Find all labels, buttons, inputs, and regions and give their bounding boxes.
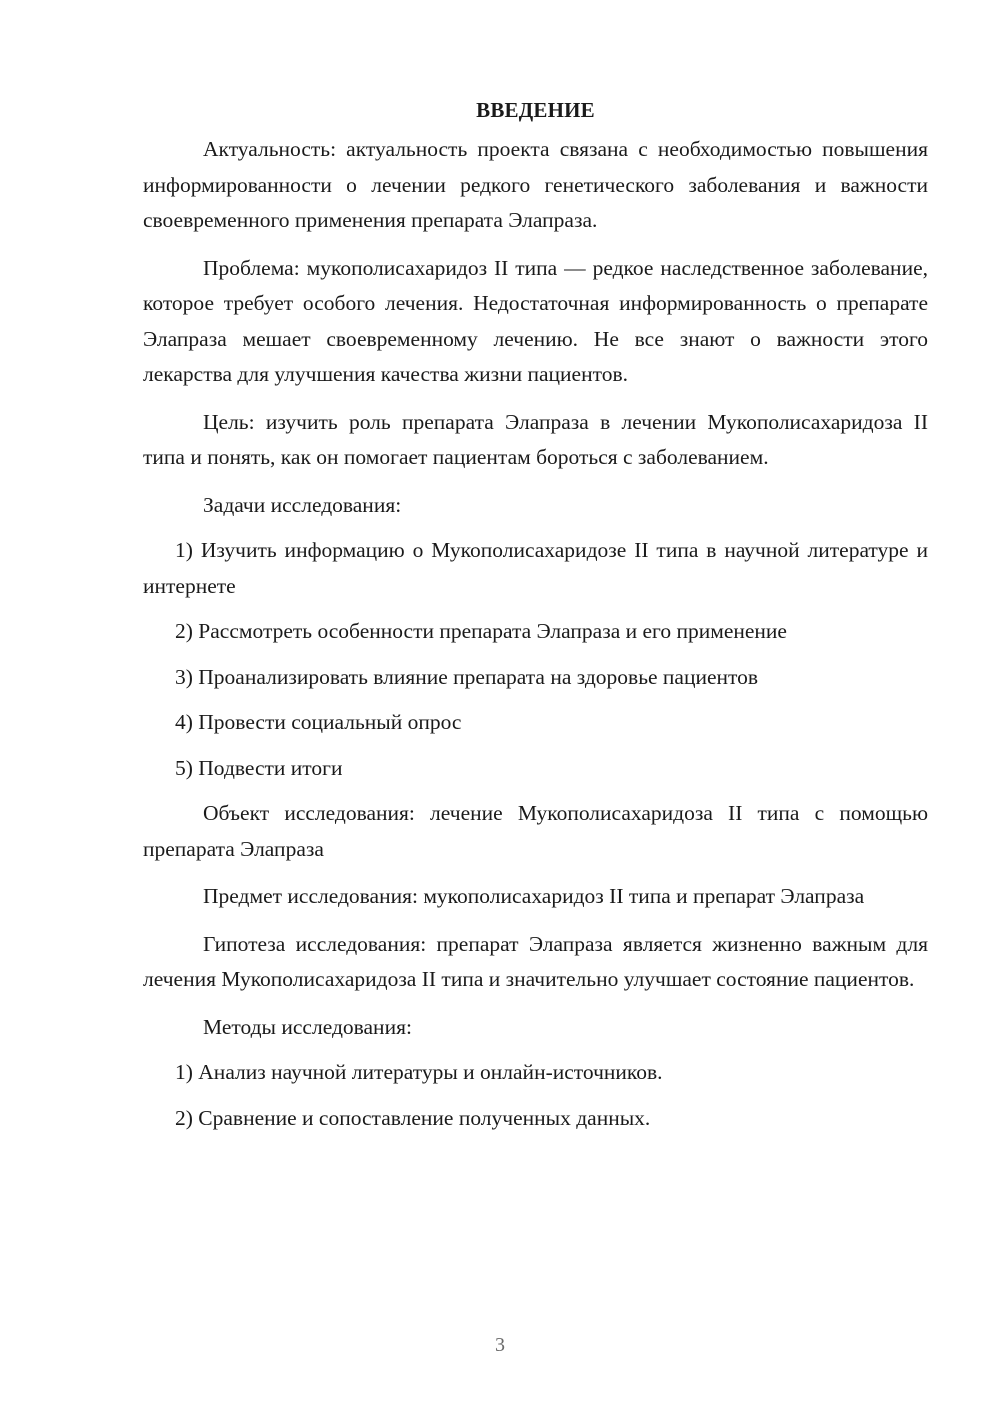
hypothesis-paragraph: Гипотеза исследования: препарат Элапраза является жизненно важным для лечения Мукополисахаридоза II типа и значительно улучшает состояние пациентов. [143,931,928,991]
method-item: 1) Анализ научной литературы и онлайн-источников. [175,1060,663,1084]
task-item: 1) Изучить информацию о Мукополисахаридозе II типа в научной литературе и интернете [143,538,928,598]
section-title: ВВЕДЕНИЕ [476,98,595,122]
task-item: 3) Проанализировать влияние препарата на здоровье пациентов [175,664,759,689]
subject-paragraph: Предмет исследования: мукополисахаридоз II типа и препарат Элапраза [203,884,865,908]
relevance-paragraph: Актуальность: актуальность проекта связана с необходимостью повышения информированности о лечении редкого генетического заболевания и важности своевременного применения препарата Элапраза. [143,137,928,232]
task-item: 4) Провести социальный опрос [175,710,462,734]
tasks-heading: Задачи исследования: [203,492,402,517]
page-number: 3 [495,1334,505,1356]
document-page [143,96,928,1136]
task-item: 5) Подвести итоги [175,755,343,780]
problem-paragraph: Проблема: мукополисахаридоз II типа — редкое наследственное заболевание, которое требует особого лечения. Недостаточная информированность о препарате Элапраза мешает своевременному лечению. Не все знают о важности этого лекарства для улучшения качества жизни пациентов. [143,255,928,386]
method-item: 2) Сравнение и сопоставление полученных данных. [175,1105,651,1130]
goal-paragraph: Цель: изучить роль препарата Элапраза в лечении Мукополисахаридоза II типа и понять, как он помогает пациентам бороться с заболеванием. [143,409,928,469]
methods-heading: Методы исследования: [203,1014,412,1039]
object-paragraph: Объект исследования: лечение Мукополисахаридоза II типа с помощью препарата Элапраза [143,801,928,861]
task-item: 2) Рассмотреть особенности препарата Элапраза и его применение [175,619,787,643]
